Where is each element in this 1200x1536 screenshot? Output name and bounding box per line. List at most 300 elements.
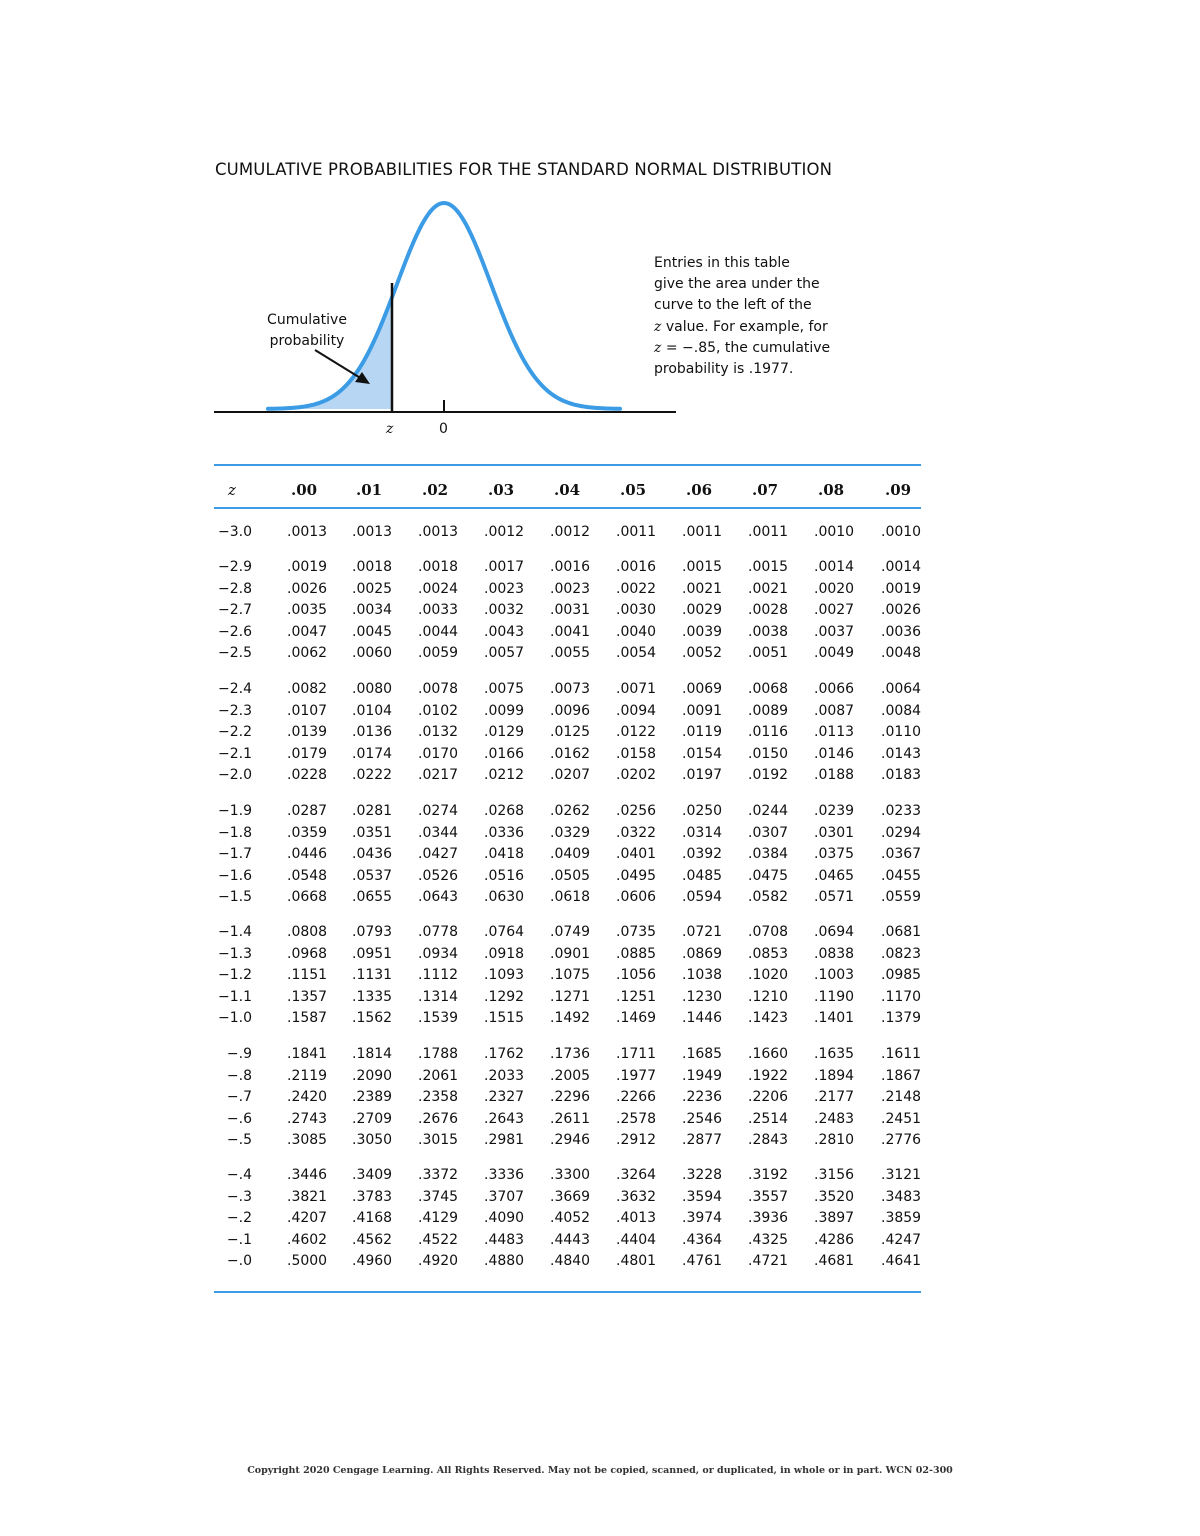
probability-cell: .2148 <box>881 1089 922 1106</box>
probability-cell: .0256 <box>616 803 657 819</box>
probability-cell: .0174 <box>352 745 393 762</box>
probability-cell: .4522 <box>418 1231 459 1248</box>
z-value-cell: −2.0 <box>218 767 252 784</box>
probability-cell: .0188 <box>814 767 855 784</box>
note-z-symbol: z <box>654 318 662 335</box>
probability-cell: .0384 <box>748 846 789 863</box>
probability-cell: .0162 <box>550 745 591 762</box>
probability-cell: .0016 <box>550 559 591 575</box>
header-col: .07 <box>752 481 779 499</box>
probability-cell: .0051 <box>748 645 789 662</box>
table-header-rule <box>214 507 921 509</box>
probability-cell: .0594 <box>682 889 723 906</box>
probability-cell: .2090 <box>352 1067 393 1084</box>
probability-cell: .1587 <box>287 1010 328 1027</box>
probability-cell: .1230 <box>682 988 723 1005</box>
probability-cell: .0708 <box>748 924 789 940</box>
probability-cell: .0401 <box>616 846 657 863</box>
probability-cell: .0116 <box>748 724 789 741</box>
probability-cell: .2358 <box>418 1089 459 1106</box>
probability-cell: .1423 <box>748 1010 789 1027</box>
probability-cell: .0037 <box>814 623 855 640</box>
probability-cell: .1949 <box>682 1067 723 1084</box>
probability-cell: .0582 <box>748 889 789 906</box>
probability-cell: .3520 <box>814 1188 855 1205</box>
probability-cell: .0017 <box>484 559 525 575</box>
probability-cell: .3336 <box>484 1167 525 1183</box>
probability-cell: .0250 <box>682 803 723 819</box>
probability-cell: .1112 <box>418 967 459 984</box>
probability-cell: .4247 <box>881 1231 922 1248</box>
probability-cell: .0262 <box>550 803 591 819</box>
probability-cell: .0029 <box>682 602 723 619</box>
probability-cell: .0537 <box>352 867 393 884</box>
probability-cell: .0630 <box>484 889 525 906</box>
probability-cell: .1379 <box>881 1010 922 1027</box>
probability-cell: .0314 <box>682 824 723 841</box>
z-value-cell: −2.2 <box>218 724 252 741</box>
probability-cell: .0150 <box>748 745 789 762</box>
probability-cell: .4404 <box>616 1231 657 1248</box>
probability-cell: .0044 <box>418 623 459 640</box>
probability-cell: .4920 <box>418 1253 459 1270</box>
header-z: z <box>228 481 236 499</box>
probability-cell: .0207 <box>550 767 591 784</box>
probability-cell: .1056 <box>616 967 657 984</box>
z-value-cell: −.1 <box>226 1231 252 1248</box>
pointer-arrow <box>315 350 362 379</box>
probability-cell: .1210 <box>748 988 789 1005</box>
probability-cell: .0013 <box>352 524 393 540</box>
probability-cell: .3669 <box>550 1188 591 1205</box>
probability-cell: .0495 <box>616 867 657 884</box>
probability-cell: .3372 <box>418 1167 459 1183</box>
probability-cell: .0778 <box>418 924 459 940</box>
header-col: .02 <box>422 481 449 499</box>
probability-cell: .2514 <box>748 1110 789 1127</box>
probability-cell: .0091 <box>682 702 723 719</box>
probability-cell: .0192 <box>748 767 789 784</box>
probability-cell: .2206 <box>748 1089 789 1106</box>
probability-cell: .0096 <box>550 702 591 719</box>
probability-cell: .0294 <box>881 824 922 841</box>
probability-cell: .0951 <box>352 945 393 962</box>
probability-cell: .1093 <box>484 967 525 984</box>
probability-cell: .0025 <box>352 580 393 597</box>
probability-cell: .0526 <box>418 867 459 884</box>
probability-cell: .1894 <box>814 1067 855 1084</box>
probability-cell: .0035 <box>287 602 328 619</box>
probability-cell: .3897 <box>814 1210 855 1227</box>
probability-cell: .0721 <box>682 924 723 940</box>
probability-cell: .1635 <box>814 1046 855 1062</box>
z-value-cell: −3.0 <box>218 524 252 540</box>
probability-cell: .3300 <box>550 1167 591 1183</box>
probability-cell: .2033 <box>484 1067 525 1084</box>
probability-cell: .0078 <box>418 681 459 697</box>
probability-cell: .0183 <box>881 767 922 784</box>
probability-cell: .0212 <box>484 767 525 784</box>
normal-curve <box>268 203 620 409</box>
note-line: curve to the left of the <box>654 297 812 314</box>
probability-cell: .0446 <box>287 846 328 863</box>
probability-cell: .0027 <box>814 602 855 619</box>
probability-cell: .0022 <box>616 580 657 597</box>
probability-cell: .0041 <box>550 623 591 640</box>
z-value-cell: −.3 <box>226 1188 252 1205</box>
table-top-rule <box>214 464 921 466</box>
probability-cell: .0125 <box>550 724 591 741</box>
probability-cell: .1762 <box>484 1046 525 1062</box>
probability-cell: .0228 <box>287 767 328 784</box>
probability-cell: .0158 <box>616 745 657 762</box>
probability-cell: .0823 <box>881 945 922 962</box>
page-title: CUMULATIVE PROBABILITIES FOR THE STANDARD NORMAL DISTRIBUTION <box>215 160 833 179</box>
probability-cell: .0104 <box>352 702 393 719</box>
note-line: give the area under the <box>654 276 820 293</box>
header-col: .05 <box>620 481 647 499</box>
probability-cell: .3446 <box>287 1167 328 1183</box>
z-value-cell: −2.1 <box>218 745 252 762</box>
probability-cell: .4641 <box>881 1253 922 1270</box>
probability-cell: .0033 <box>418 602 459 619</box>
probability-cell: .1038 <box>682 967 723 984</box>
probability-cell: .1685 <box>682 1046 723 1062</box>
probability-cell: .0012 <box>550 524 591 540</box>
probability-cell: .0505 <box>550 867 591 884</box>
probability-cell: .0392 <box>682 846 723 863</box>
probability-cell: .1788 <box>418 1046 459 1062</box>
probability-cell: .1562 <box>352 1010 393 1027</box>
z-value-cell: −.2 <box>226 1210 252 1227</box>
probability-cell: .3050 <box>352 1132 393 1149</box>
probability-cell: .1814 <box>352 1046 393 1062</box>
probability-cell: .0455 <box>881 867 922 884</box>
probability-cell: .0016 <box>616 559 657 575</box>
probability-cell: .2946 <box>550 1132 591 1149</box>
probability-cell: .0465 <box>814 867 855 884</box>
probability-cell: .0643 <box>418 889 459 906</box>
axis-zero-label: 0 <box>439 421 448 437</box>
header-col: .00 <box>291 481 318 499</box>
probability-cell: .4721 <box>748 1253 789 1270</box>
probability-cell: .3557 <box>748 1188 789 1205</box>
probability-cell: .0018 <box>418 559 459 575</box>
probability-cell: .0030 <box>616 602 657 619</box>
probability-cell: .2776 <box>881 1132 922 1149</box>
probability-cell: .0136 <box>352 724 393 741</box>
header-col: .03 <box>488 481 515 499</box>
note-z-symbol: z <box>654 339 662 356</box>
probability-cell: .2119 <box>287 1067 328 1084</box>
probability-cell: .3783 <box>352 1188 393 1205</box>
z-value-cell: −1.4 <box>218 924 252 940</box>
probability-cell: .2420 <box>287 1089 328 1106</box>
probability-cell: .0427 <box>418 846 459 863</box>
probability-cell: .0571 <box>814 889 855 906</box>
probability-cell: .0020 <box>814 580 855 597</box>
probability-cell: .0089 <box>748 702 789 719</box>
probability-cell: .3121 <box>881 1167 922 1183</box>
probability-cell: .4681 <box>814 1253 855 1270</box>
probability-cell: .0869 <box>682 945 723 962</box>
header-col: .04 <box>554 481 581 499</box>
probability-cell: .2743 <box>287 1110 328 1127</box>
probability-cell: .0548 <box>287 867 328 884</box>
probability-cell: .1131 <box>352 967 393 984</box>
z-value-cell: −1.5 <box>218 889 252 906</box>
copyright-footer: Copyright 2020 Cengage Learning. All Rights Reserved. May not be copied, scanned, or duplicated, in whole or in part. WCN 02-300 <box>247 1465 953 1476</box>
probability-cell: .0014 <box>814 559 855 575</box>
probability-cell: .0119 <box>682 724 723 741</box>
probability-cell: .1357 <box>287 988 328 1005</box>
probability-cell: .4801 <box>616 1253 657 1270</box>
probability-cell: .3156 <box>814 1167 855 1183</box>
probability-cell: .0808 <box>287 924 328 940</box>
probability-cell: .0301 <box>814 824 855 841</box>
probability-cell: .2676 <box>418 1110 459 1127</box>
z-value-cell: −1.2 <box>218 967 252 984</box>
probability-cell: .0329 <box>550 824 591 841</box>
probability-cell: .0026 <box>881 602 922 619</box>
z-value-cell: −.5 <box>226 1132 252 1149</box>
probability-cell: .1711 <box>616 1046 657 1062</box>
probability-cell: .0034 <box>352 602 393 619</box>
probability-cell: .0049 <box>814 645 855 662</box>
probability-cell: .0793 <box>352 924 393 940</box>
probability-cell: .3745 <box>418 1188 459 1205</box>
probability-cell: .0233 <box>881 803 922 819</box>
probability-cell: .3192 <box>748 1167 789 1183</box>
probability-cell: .1539 <box>418 1010 459 1027</box>
probability-cell: .1335 <box>352 988 393 1005</box>
probability-cell: .0057 <box>484 645 525 662</box>
probability-cell: .4562 <box>352 1231 393 1248</box>
probability-cell: .0043 <box>484 623 525 640</box>
probability-cell: .0132 <box>418 724 459 741</box>
probability-cell: .0681 <box>881 924 922 940</box>
probability-cell: .0023 <box>484 580 525 597</box>
probability-cell: .2061 <box>418 1067 459 1084</box>
probability-cell: .0080 <box>352 681 393 697</box>
probability-cell: .0918 <box>484 945 525 962</box>
probability-cell: .2643 <box>484 1110 525 1127</box>
note-text: = −.85, the cumulative <box>661 339 831 356</box>
probability-cell: .0764 <box>484 924 525 940</box>
probability-cell: .4129 <box>418 1210 459 1227</box>
probability-cell: .0011 <box>616 524 657 540</box>
probability-cell: .0239 <box>814 803 855 819</box>
probability-cell: .0011 <box>748 524 789 540</box>
probability-cell: .0409 <box>550 846 591 863</box>
probability-cell: .0154 <box>682 745 723 762</box>
z-value-cell: −1.9 <box>218 803 252 819</box>
probability-cell: .2810 <box>814 1132 855 1149</box>
probability-cell: .0110 <box>881 724 922 741</box>
probability-cell: .3974 <box>682 1210 723 1227</box>
probability-cell: .2005 <box>550 1067 591 1084</box>
probability-cell: .0021 <box>748 580 789 597</box>
probability-cell: .0606 <box>616 889 657 906</box>
probability-cell: .0113 <box>814 724 855 741</box>
probability-cell: .1151 <box>287 967 328 984</box>
probability-cell: .0099 <box>484 702 525 719</box>
probability-cell: .5000 <box>287 1253 328 1270</box>
probability-cell: .0244 <box>748 803 789 819</box>
probability-cell: .0015 <box>748 559 789 575</box>
probability-cell: .4090 <box>484 1210 525 1227</box>
probability-cell: .0853 <box>748 945 789 962</box>
probability-cell: .2177 <box>814 1089 855 1106</box>
probability-cell: .2266 <box>616 1089 657 1106</box>
probability-cell: .0197 <box>682 767 723 784</box>
probability-cell: .4483 <box>484 1231 525 1248</box>
probability-cell: .0307 <box>748 824 789 841</box>
probability-cell: .0735 <box>616 924 657 940</box>
probability-cell: .3015 <box>418 1132 459 1149</box>
probability-cell: .0222 <box>352 767 393 784</box>
probability-cell: .0087 <box>814 702 855 719</box>
probability-cell: .1314 <box>418 988 459 1005</box>
z-value-cell: −1.0 <box>218 1010 252 1027</box>
probability-cell: .4325 <box>748 1231 789 1248</box>
probability-cell: .3409 <box>352 1167 393 1183</box>
probability-cell: .0359 <box>287 824 328 841</box>
probability-cell: .3936 <box>748 1210 789 1227</box>
probability-cell: .2611 <box>550 1110 591 1127</box>
probability-cell: .4286 <box>814 1231 855 1248</box>
cumulative-label-line2: probability <box>269 333 345 349</box>
z-value-cell: −1.3 <box>218 945 252 962</box>
probability-cell: .0026 <box>287 580 328 597</box>
probability-cell: .0084 <box>881 702 922 719</box>
probability-cell: .0075 <box>484 681 525 697</box>
probability-cell: .0129 <box>484 724 525 741</box>
probability-cell: .4880 <box>484 1253 525 1270</box>
probability-cell: .0122 <box>616 724 657 741</box>
axis-z-label: z <box>386 421 394 437</box>
probability-cell: .1977 <box>616 1067 657 1084</box>
probability-cell: .0064 <box>881 681 922 697</box>
probability-cell: .0143 <box>881 745 922 762</box>
probability-cell: .0274 <box>418 803 459 819</box>
z-value-cell: −.6 <box>226 1110 252 1127</box>
probability-cell: .0102 <box>418 702 459 719</box>
probability-cell: .0166 <box>484 745 525 762</box>
probability-cell: .0694 <box>814 924 855 940</box>
probability-cell: .0179 <box>287 745 328 762</box>
probability-cell: .0014 <box>881 559 922 575</box>
probability-cell: .0032 <box>484 602 525 619</box>
z-value-cell: −2.6 <box>218 623 252 640</box>
probability-cell: .1469 <box>616 1010 657 1027</box>
z-value-cell: −.4 <box>226 1167 252 1183</box>
probability-cell: .1190 <box>814 988 855 1005</box>
probability-cell: .1003 <box>814 967 855 984</box>
probability-cell: .1611 <box>881 1046 922 1062</box>
probability-cell: .0344 <box>418 824 459 841</box>
probability-cell: .0073 <box>550 681 591 697</box>
probability-cell: .0202 <box>616 767 657 784</box>
probability-cell: .0146 <box>814 745 855 762</box>
z-value-cell: −.7 <box>226 1089 252 1106</box>
probability-cell: .1251 <box>616 988 657 1005</box>
probability-cell: .0094 <box>616 702 657 719</box>
probability-cell: .0418 <box>484 846 525 863</box>
note-line: Entries in this table <box>654 255 790 271</box>
probability-cell: .1736 <box>550 1046 591 1062</box>
cumulative-probability-label <box>255 310 359 352</box>
header-col: .08 <box>818 481 845 499</box>
probability-cell: .1841 <box>287 1046 328 1062</box>
probability-cell: .4052 <box>550 1210 591 1227</box>
probability-cell: .3264 <box>616 1167 657 1183</box>
probability-cell: .0618 <box>550 889 591 906</box>
z-value-cell: −.0 <box>226 1253 252 1270</box>
probability-cell: .0901 <box>550 945 591 962</box>
probability-cell: .0031 <box>550 602 591 619</box>
probability-cell: .0013 <box>287 524 328 540</box>
probability-cell: .2236 <box>682 1089 723 1106</box>
probability-cell: .0015 <box>682 559 723 575</box>
probability-cell: .3483 <box>881 1188 922 1205</box>
probability-cell: .3859 <box>881 1210 922 1227</box>
probability-cell: .0559 <box>881 889 922 906</box>
probability-cell: .0018 <box>352 559 393 575</box>
probability-cell: .2578 <box>616 1110 657 1127</box>
explanation-note <box>654 253 854 380</box>
probability-cell: .0287 <box>287 803 328 819</box>
probability-cell: .0062 <box>287 645 328 662</box>
probability-cell: .0036 <box>881 623 922 640</box>
probability-cell: .0066 <box>814 681 855 697</box>
probability-cell: .0436 <box>352 846 393 863</box>
probability-cell: .0322 <box>616 824 657 841</box>
probability-cell: .0655 <box>352 889 393 906</box>
header-col: .01 <box>356 481 383 499</box>
probability-cell: .3594 <box>682 1188 723 1205</box>
probability-cell: .0060 <box>352 645 393 662</box>
probability-cell: .0023 <box>550 580 591 597</box>
note-line <box>654 338 854 359</box>
probability-cell: .0351 <box>352 824 393 841</box>
probability-cell: .1020 <box>748 967 789 984</box>
probability-cell: .0054 <box>616 645 657 662</box>
probability-cell: .4168 <box>352 1210 393 1227</box>
probability-cell: .0040 <box>616 623 657 640</box>
probability-cell: .4443 <box>550 1231 591 1248</box>
probability-cell: .4013 <box>616 1210 657 1227</box>
probability-cell: .0010 <box>881 524 922 540</box>
probability-cell: .0045 <box>352 623 393 640</box>
probability-cell: .1271 <box>550 988 591 1005</box>
probability-cell: .1401 <box>814 1010 855 1027</box>
z-value-cell: −1.7 <box>218 846 252 863</box>
z-value-cell: −.8 <box>226 1067 252 1084</box>
probability-cell: .0885 <box>616 945 657 962</box>
z-value-cell: −2.8 <box>218 580 252 597</box>
probability-cell: .2327 <box>484 1089 525 1106</box>
probability-cell: .0668 <box>287 889 328 906</box>
z-value-cell: −.9 <box>226 1046 252 1062</box>
probability-cell: .0375 <box>814 846 855 863</box>
probability-cell: .0055 <box>550 645 591 662</box>
probability-cell: .2981 <box>484 1132 525 1149</box>
probability-cell: .0039 <box>682 623 723 640</box>
table-bottom-rule <box>214 1291 921 1293</box>
probability-cell: .3707 <box>484 1188 525 1205</box>
probability-cell: .0069 <box>682 681 723 697</box>
